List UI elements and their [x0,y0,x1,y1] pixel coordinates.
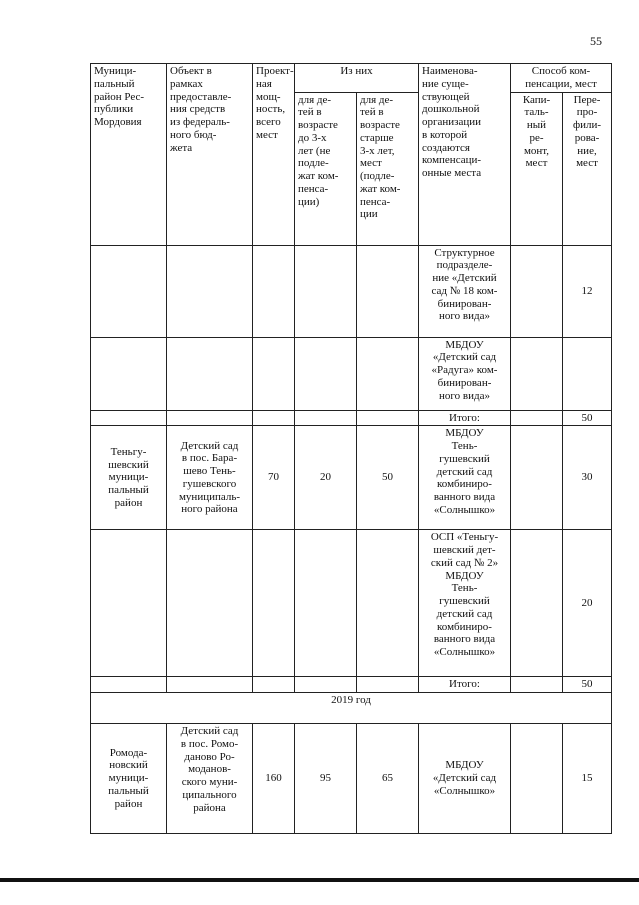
organization-cell: МБДОУ Тень- гушевский детский сад комбиниро- ванного вида «Солнышко» [419,426,511,530]
capacity-cell: 160 [253,724,295,834]
district-cell: Ромода- новский муници- пальный район [91,724,167,834]
total-row [91,677,612,693]
table-row [91,245,612,337]
organization-cell: ОСП «Теньгу- шевский дет- ский сад № 2» МБДОУ Тень- гушевский детский сад комбиниро- ванного вида «Солнышко» [419,530,511,677]
reprofiling-cell: 30 [563,426,612,530]
reprofiling-cell: 12 [563,245,612,337]
year-row [91,693,612,724]
total-label: Итого: [419,410,511,426]
header-district: Муници- пальный район Рес- публики Мордовия [91,64,167,246]
header-over-3: для де- тей в возрасте старше 3-х лет, мест (подле- жат ком- пенса- ции [357,92,419,245]
header-of-them: Из них [295,64,419,93]
district-cell: Теньгу- шевский муници- пальный район [91,426,167,530]
header-reprofiling: Пере- про- фили- рова- ние, мест [563,92,612,245]
total-label: Итого: [419,677,511,693]
total-value: 50 [563,410,612,426]
organization-cell: Структурное подразделе- ние «Детский сад № 18 ком- бинирован- ного вида» [419,245,511,337]
table-row [91,426,612,530]
page-number: 55 [590,34,602,48]
header-object: Объект в рамках предоставле- ния средств из федераль- ного бюд- жета [167,64,253,246]
year-label: 2019 год [91,693,612,724]
object-cell: Детский сад в пос. Бара- шево Тень- гушевского муниципаль- ного района [167,426,253,530]
under-3-cell: 95 [295,724,357,834]
header-compensation-method: Способ ком- пенсации, мест [511,64,612,93]
capacity-cell: 70 [253,426,295,530]
over-3-cell: 65 [357,724,419,834]
table-row [91,530,612,677]
total-value: 50 [563,677,612,693]
compensation-places-table [90,63,612,834]
bottom-rule [0,878,639,882]
table-row [91,724,612,834]
reprofiling-cell: 20 [563,530,612,677]
reprofiling-cell: 15 [563,724,612,834]
header-capacity: Проект- ная мощ- ность, всего мест [253,64,295,246]
header-organization: Наименова- ние суще- ствующей дошкольной организации в которой создаются компенсаци- онные места [419,64,511,246]
header-under-3: для де- тей в возрасте до 3-х лет (не подле- жат ком- пенса- ции) [295,92,357,245]
under-3-cell: 20 [295,426,357,530]
organization-cell: МБДОУ «Детский сад «Солнышко» [419,724,511,834]
over-3-cell: 50 [357,426,419,530]
organization-cell: МБДОУ «Детский сад «Радуга» ком- бинирован- ного вида» [419,337,511,410]
object-cell: Детский сад в пос. Ромо- даново Ро- моданов- ского муни- ципального района [167,724,253,834]
header-capital-repair: Капи- таль- ный ре- монт, мест [511,92,563,245]
total-row [91,410,612,426]
header-row-1 [91,64,612,93]
table-row [91,337,612,410]
